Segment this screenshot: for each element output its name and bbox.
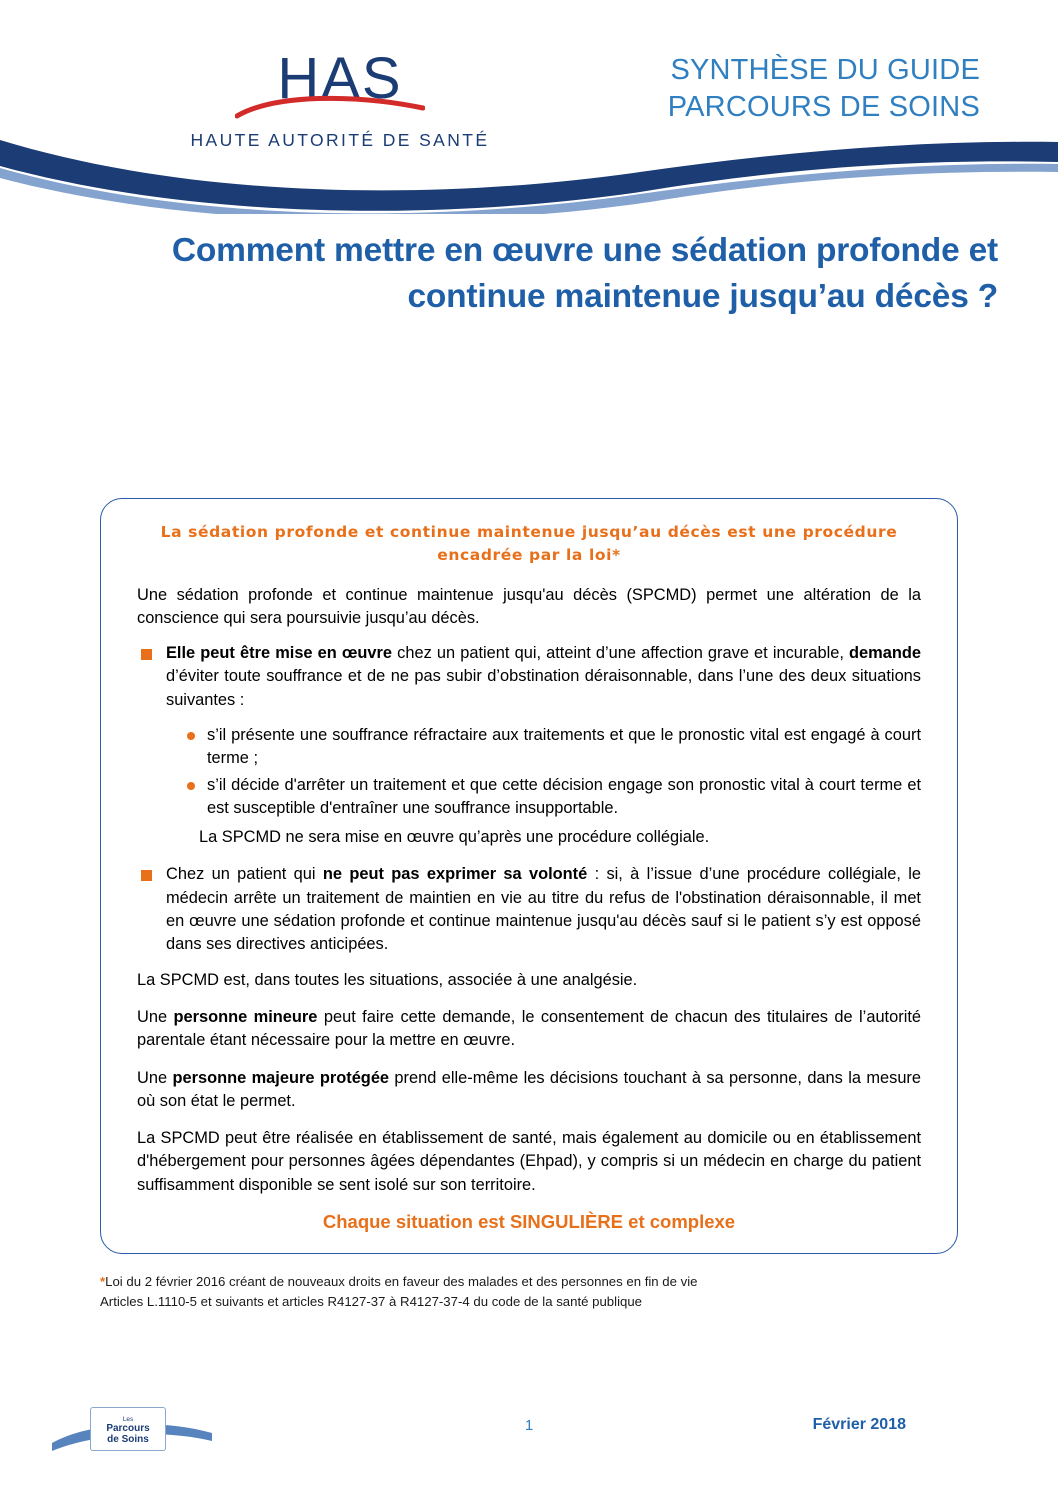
panel-paragraph-analgesie: La SPCMD est, dans toutes les situations, associée à une analgésie. — [137, 970, 638, 989]
panel-sub-bullet-list — [137, 724, 921, 820]
has-logo-subtitle: HAUTE AUTORITÉ DE SANTÉ — [190, 130, 490, 150]
footer-logo-badge — [90, 1407, 166, 1451]
square-bullet-icon — [141, 649, 152, 660]
has-logo — [175, 46, 505, 151]
panel-sub-bullet-1: s’il présente une souffrance réfractaire aux traitements et que le pronostic vital est engagé à court terme ; — [207, 725, 921, 768]
guide-kicker-line1: SYNTHÈSE DU GUIDE — [670, 54, 980, 86]
footer-logo-small-text: Les — [122, 1416, 134, 1423]
footnote-star: * — [100, 1274, 106, 1289]
panel-sub-bullet-2: s’il décide d'arrêter un traitement et que cette décision engage son pronostic vital à court terme et est susceptible d'entraîner une souffrance insupportable. — [207, 775, 921, 817]
has-logo-text: HAS — [277, 46, 403, 111]
list-item — [137, 724, 921, 771]
page-footer — [0, 1403, 1058, 1463]
panel-paragraph-etablissement: La SPCMD peut être réalisée en établissement de santé, mais également au domicile ou en établissement d'hébergement pour personnes âgées dépendantes (Ehpad), y compris si un médecin en charge du patient suffisamment disponible se sent isolé sur son territoire. — [137, 1129, 921, 1194]
info-panel — [100, 498, 958, 1254]
panel-bullet-item — [137, 642, 921, 712]
page-title: Comment mettre en œuvre une sédation profonde et continue maintenue jusqu’au décès ? — [171, 232, 998, 315]
panel-sub-note: La SPCMD ne sera mise en œuvre qu’après une procédure collégiale. — [199, 828, 710, 847]
footnote-text-2: Articles L.1110-5 et suivants et articles R4127-37 à R4127-37-4 du code de la santé publique — [100, 1293, 642, 1309]
panel-intro-paragraph: Une sédation profonde et continue maintenue jusqu'au décès (SPCMD) permet une altération de la conscience qui sera poursuivie jusqu’au décès. — [137, 585, 921, 627]
square-bullet-icon — [141, 870, 152, 881]
footer-logo-line1: Parcours — [106, 1423, 150, 1435]
panel-bullet-item — [137, 863, 921, 956]
panel-paragraph-personne-mineure: Une personne mineure peut faire cette demande, le consentement de chacun des titulaires de l’autorité parentale étant nécessaire pour la mettre en œuvre. — [137, 1007, 921, 1050]
panel-bullet-1-text: Elle peut être mise en œuvre chez un patient qui, atteint d’une affection grave et incurable, demande d’éviter toute souffrance et de ne pas subir d’obstination déraisonnable, dans l’une des deux situations suivantes : — [166, 644, 922, 709]
footer-logo-line2: de Soins — [107, 1434, 149, 1446]
footnote-line-1 — [100, 1272, 960, 1292]
publication-date: Février 2018 — [812, 1416, 906, 1433]
panel-paragraph-personne-majeure: Une personne majeure protégée prend elle-même les décisions touchant à sa personne, dans la mesure où son état le permet. — [137, 1068, 922, 1110]
guide-kicker-line2: PARCOURS DE SOINS — [667, 91, 980, 124]
footnote-text-1: Loi du 2 février 2016 créant de nouveaux droits en faveur des malades et des personnes en fin de vie — [105, 1274, 698, 1289]
footnote — [100, 1272, 960, 1312]
dot-bullet-icon — [187, 782, 195, 790]
page-number: 1 — [524, 1417, 534, 1434]
guide-kicker — [668, 52, 980, 126]
page-header — [0, 0, 1058, 210]
panel-heading: La sédation profonde et continue maintenue jusqu’au décès est une procédure encadrée par la loi* — [160, 523, 898, 565]
dot-bullet-icon — [187, 732, 195, 740]
list-item — [137, 774, 921, 821]
header-ribbon-decoration — [0, 132, 1058, 214]
panel-bullet-2-text: Chez un patient qui ne peut pas exprimer sa volonté : si, à l’issue d’une procédure collégiale, le médecin arrête un traitement de maintien en vie au titre du refus de l'obstination déraisonnable, il met en œuvre une sédation profonde et continue maintenue jusqu'au décès sauf si le patient s’y est opposé dans ses directives anticipées. — [166, 865, 922, 954]
panel-footer-text: Chaque situation est SINGULIÈRE et complexe — [322, 1211, 736, 1233]
has-logo-swoosh-icon — [235, 92, 425, 122]
